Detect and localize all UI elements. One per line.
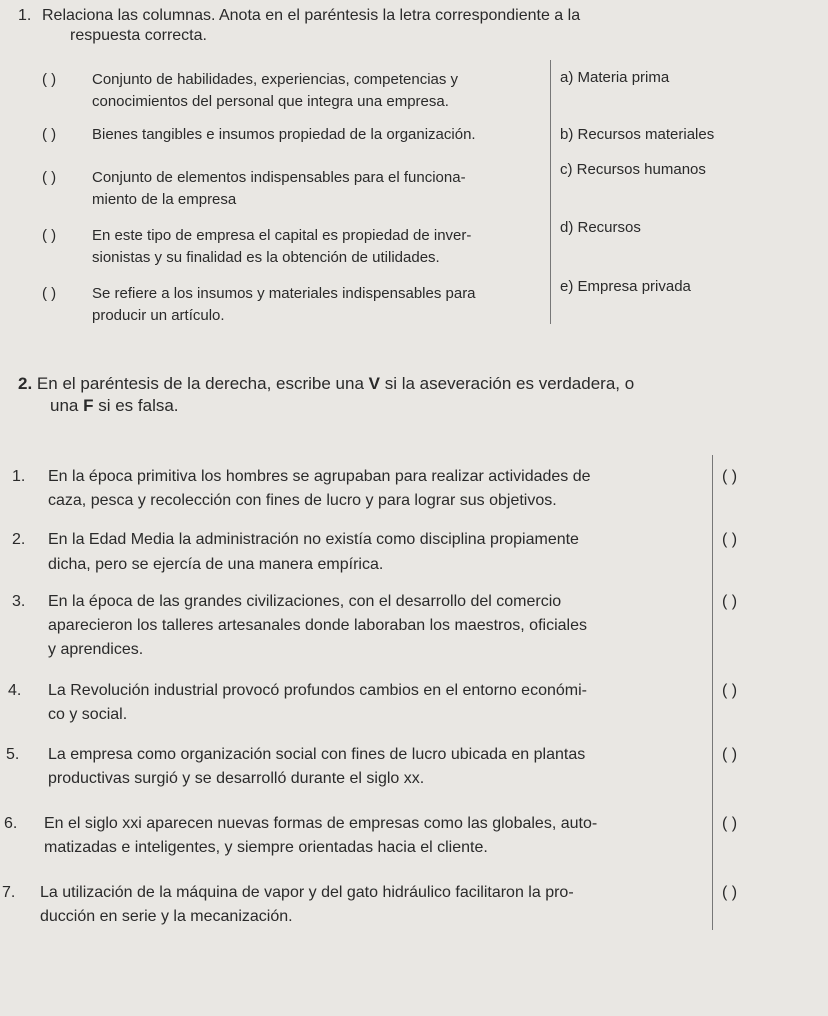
tf-item-2-answer[interactable]: ( ) — [722, 531, 738, 548]
tf-item-3-number: 3. — [12, 593, 26, 610]
option-d: d) Recursos — [560, 219, 641, 236]
tf-item-1-line1: En la época primitiva los hombres se agrupaban para realizar actividades de — [48, 468, 591, 485]
match-item-4-paren[interactable]: ( ) — [42, 227, 57, 244]
tf-item-6-line1: En el siglo xxi aparecen nuevas formas de empresas como las globales, auto- — [44, 815, 598, 832]
true-letter: V — [368, 374, 380, 393]
tf-item-5-answer[interactable]: ( ) — [722, 746, 738, 763]
tf-item-5-line1: La empresa como organización social con fines de lucro ubicada en plantas — [48, 746, 586, 763]
answer-column-divider — [712, 455, 713, 930]
tf-item-4-line1: La Revolución industrial provocó profundos cambios en el entorno económi- — [48, 682, 587, 699]
match-item-5-line1: Se refiere a los insumos y materiales indispensables para — [92, 285, 476, 302]
tf-item-6-line2: matizadas e inteligentes, y siempre orientadas hacia el cliente. — [44, 839, 488, 856]
section1-number: 1. — [18, 7, 32, 24]
match-item-2-line1: Bienes tangibles e insumos propiedad de la organización. — [92, 126, 476, 143]
tf-item-1-answer[interactable]: ( ) — [722, 468, 738, 485]
tf-item-2-line2: dicha, pero se ejercía de una manera empírica. — [48, 556, 384, 573]
section2-title-line2 — [50, 395, 179, 416]
match-item-3-line1: Conjunto de elementos indispensables para el funciona- — [92, 169, 466, 186]
tf-item-7-line1: La utilización de la máquina de vapor y del gato hidráulico facilitaron la pro- — [40, 884, 574, 901]
tf-item-5-line2: productivas surgió y se desarrolló durante el siglo xx. — [48, 770, 425, 787]
match-item-2-paren[interactable]: ( ) — [42, 126, 57, 143]
match-item-3-line2: miento de la empresa — [92, 191, 237, 208]
section1-title-line2: respuesta correcta. — [70, 27, 207, 44]
tf-item-6-answer[interactable]: ( ) — [722, 815, 738, 832]
tf-item-2-number: 2. — [12, 531, 26, 548]
option-a: a) Materia prima — [560, 69, 670, 86]
section2-title-part2: si la aseveración es verdadera, o — [379, 374, 635, 393]
tf-item-3-line3: y aprendices. — [48, 641, 144, 658]
match-item-5-line2: producir un artículo. — [92, 307, 225, 324]
match-item-5-paren[interactable]: ( ) — [42, 285, 57, 302]
tf-item-4-answer[interactable]: ( ) — [722, 682, 738, 699]
match-item-1-line2: conocimientos del personal que integra una empresa. — [92, 93, 449, 110]
tf-item-6-number: 6. — [4, 815, 18, 832]
match-item-1-paren[interactable]: ( ) — [42, 71, 57, 88]
tf-item-3-answer[interactable]: ( ) — [722, 593, 738, 610]
tf-item-2-line1: En la Edad Media la administración no existía como disciplina propiamente — [48, 531, 579, 548]
tf-item-4-line2: co y social. — [48, 706, 128, 723]
false-letter: F — [83, 396, 94, 415]
option-b: b) Recursos materiales — [560, 126, 715, 143]
tf-item-7-number: 7. — [2, 884, 16, 901]
tf-item-4-number: 4. — [8, 682, 22, 699]
tf-item-3-line1: En la época de las grandes civilizaciones, con el desarrollo del comercio — [48, 593, 562, 610]
section2-title-line1 — [18, 373, 634, 394]
section2-title-line2-part2: si es falsa. — [93, 396, 179, 415]
tf-item-5-number: 5. — [6, 746, 20, 763]
tf-item-3-line2: aparecieron los talleres artesanales donde laboraban los maestros, oficiales — [48, 617, 587, 634]
section2-title-part1: En el paréntesis de la derecha, escribe una — [36, 374, 369, 393]
column-divider — [550, 60, 551, 324]
match-item-4-line2: sionistas y su finalidad es la obtención de utilidades. — [92, 249, 440, 266]
tf-item-7-answer[interactable]: ( ) — [722, 884, 738, 901]
match-item-3-paren[interactable]: ( ) — [42, 169, 57, 186]
match-item-4-line1: En este tipo de empresa el capital es propiedad de inver- — [92, 227, 472, 244]
section1-title-line1: Relaciona las columnas. Anota en el paréntesis la letra correspondiente a la — [42, 7, 581, 24]
section2-title-line2-part1: una — [50, 396, 84, 415]
section2-number: 2. — [18, 374, 33, 393]
tf-item-1-line2: caza, pesca y recolección con fines de lucro y para lograr sus objetivos. — [48, 492, 557, 509]
option-e: e) Empresa privada — [560, 278, 691, 295]
tf-item-7-line2: ducción en serie y la mecanización. — [40, 908, 293, 925]
option-c: c) Recursos humanos — [560, 161, 706, 178]
match-item-1-line1: Conjunto de habilidades, experiencias, competencias y — [92, 71, 459, 88]
tf-item-1-number: 1. — [12, 468, 26, 485]
